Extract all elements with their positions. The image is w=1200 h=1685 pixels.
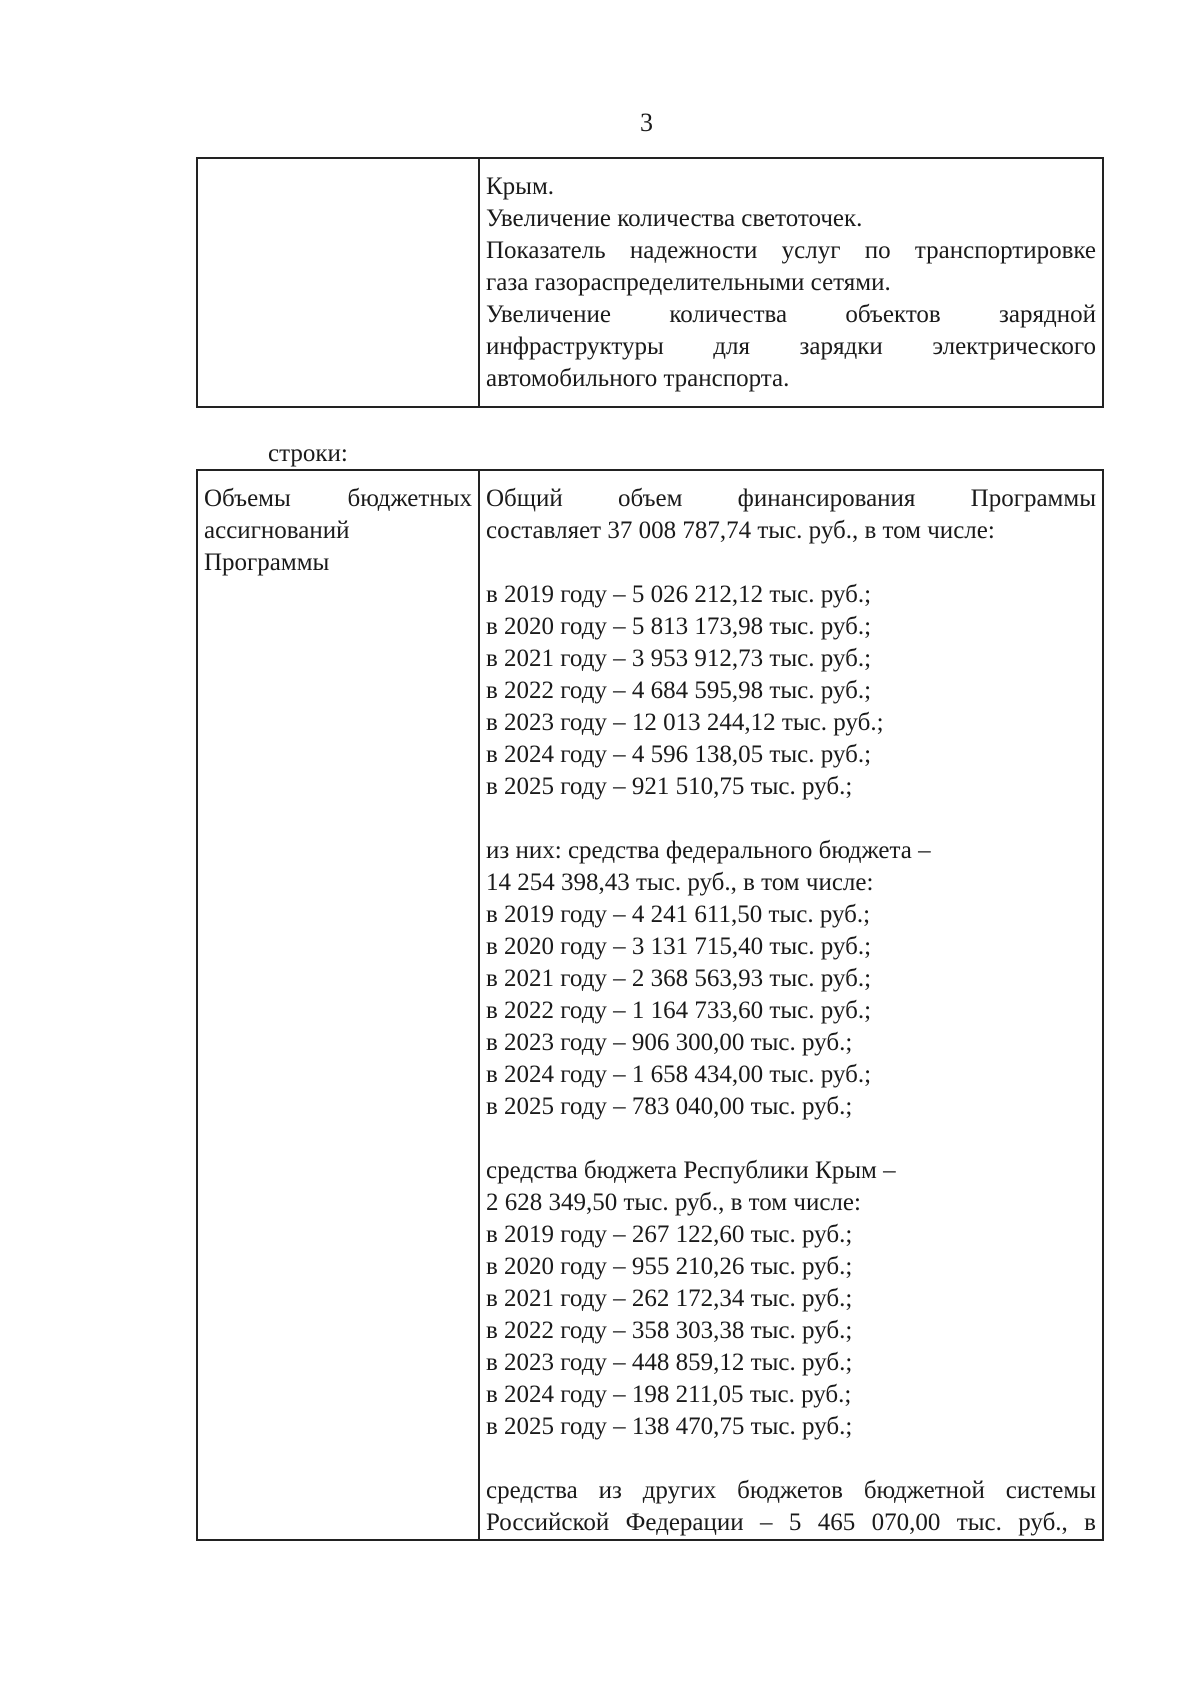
federal-year-line: в 2025 году – 783 040,00 тыс. руб.; — [486, 1093, 853, 1120]
budget-allocations-table — [196, 469, 1104, 1541]
passport-table-continued — [196, 157, 1104, 408]
republic-intro: 2 628 349,50 тыс. руб., в том числе: — [486, 1189, 861, 1216]
republic-year-line: в 2024 году – 198 211,05 тыс. руб.; — [486, 1381, 852, 1408]
text-line: автомобильного транспорта. — [486, 365, 790, 392]
republic-intro: средства бюджета Республики Крым – — [486, 1157, 896, 1184]
label-cell — [197, 470, 479, 1540]
total-year-line: в 2023 году – 12 013 244,12 тыс. руб.; — [486, 709, 884, 736]
text-line: инфраструктуры для зарядки электрического — [486, 333, 1096, 360]
federal-intro: 14 254 398,43 тыс. руб., в том числе: — [486, 869, 874, 896]
federal-year-line: в 2023 году – 906 300,00 тыс. руб.; — [486, 1029, 853, 1056]
label-line: Программы — [204, 549, 330, 576]
text-line: Увеличение количества светоточек. — [486, 205, 863, 232]
table-row — [197, 470, 1103, 1540]
federal-year-line: в 2019 году – 4 241 611,50 тыс. руб.; — [486, 901, 871, 928]
financing-cell — [479, 470, 1103, 1540]
republic-year-line: в 2023 году – 448 859,12 тыс. руб.; — [486, 1349, 853, 1376]
total-year-line: в 2020 году – 5 813 173,98 тыс. руб.; — [486, 613, 872, 640]
label-line: ассигнований — [204, 517, 350, 544]
total-year-line: в 2021 году – 3 953 912,73 тыс. руб.; — [486, 645, 872, 672]
total-year-line: в 2024 году – 4 596 138,05 тыс. руб.; — [486, 741, 872, 768]
text-line: Показатель надежности услуг по транспортировке — [486, 237, 1096, 264]
total-intro: Общий объем финансирования Программы — [486, 485, 1096, 512]
federal-year-line: в 2020 году – 3 131 715,40 тыс. руб.; — [486, 933, 872, 960]
other-budgets-line: средства из других бюджетов бюджетной системы — [486, 1477, 1096, 1504]
other-budgets-line: Российской Федерации – 5 465 070,00 тыс. руб., в — [486, 1509, 1096, 1536]
rows-caption: строки: — [268, 440, 348, 467]
total-year-line: в 2019 году – 5 026 212,12 тыс. руб.; — [486, 581, 872, 608]
republic-year-line: в 2019 году – 267 122,60 тыс. руб.; — [486, 1221, 853, 1248]
label-line: Объемы бюджетных — [204, 485, 472, 512]
total-year-line: в 2022 году – 4 684 595,98 тыс. руб.; — [486, 677, 872, 704]
republic-year-line: в 2020 году – 955 210,26 тыс. руб.; — [486, 1253, 853, 1280]
spacer — [486, 547, 1096, 579]
total-year-line: в 2025 году – 921 510,75 тыс. руб.; — [486, 773, 853, 800]
federal-year-line: в 2024 году – 1 658 434,00 тыс. руб.; — [486, 1061, 872, 1088]
text-line: Увеличение количества объектов зарядной — [486, 301, 1096, 328]
federal-year-line: в 2022 году – 1 164 733,60 тыс. руб.; — [486, 997, 872, 1024]
page-number: 3 — [640, 108, 653, 137]
indicators-cell — [479, 158, 1103, 407]
spacer — [486, 1123, 1096, 1155]
federal-intro: из них: средства федерального бюджета – — [486, 837, 931, 864]
table-row — [197, 158, 1103, 407]
federal-year-line: в 2021 году – 2 368 563,93 тыс. руб.; — [486, 965, 872, 992]
spacer — [486, 1443, 1096, 1475]
republic-year-line: в 2025 году – 138 470,75 тыс. руб.; — [486, 1413, 853, 1440]
spacer — [486, 803, 1096, 835]
republic-year-line: в 2021 году – 262 172,34 тыс. руб.; — [486, 1285, 853, 1312]
text-line: газа газораспределительными сетями. — [486, 269, 891, 296]
republic-year-line: в 2022 году – 358 303,38 тыс. руб.; — [486, 1317, 853, 1344]
text-line: Крым. — [486, 173, 555, 200]
total-intro: составляет 37 008 787,74 тыс. руб., в том числе: — [486, 517, 995, 544]
empty-label-cell — [197, 158, 479, 407]
